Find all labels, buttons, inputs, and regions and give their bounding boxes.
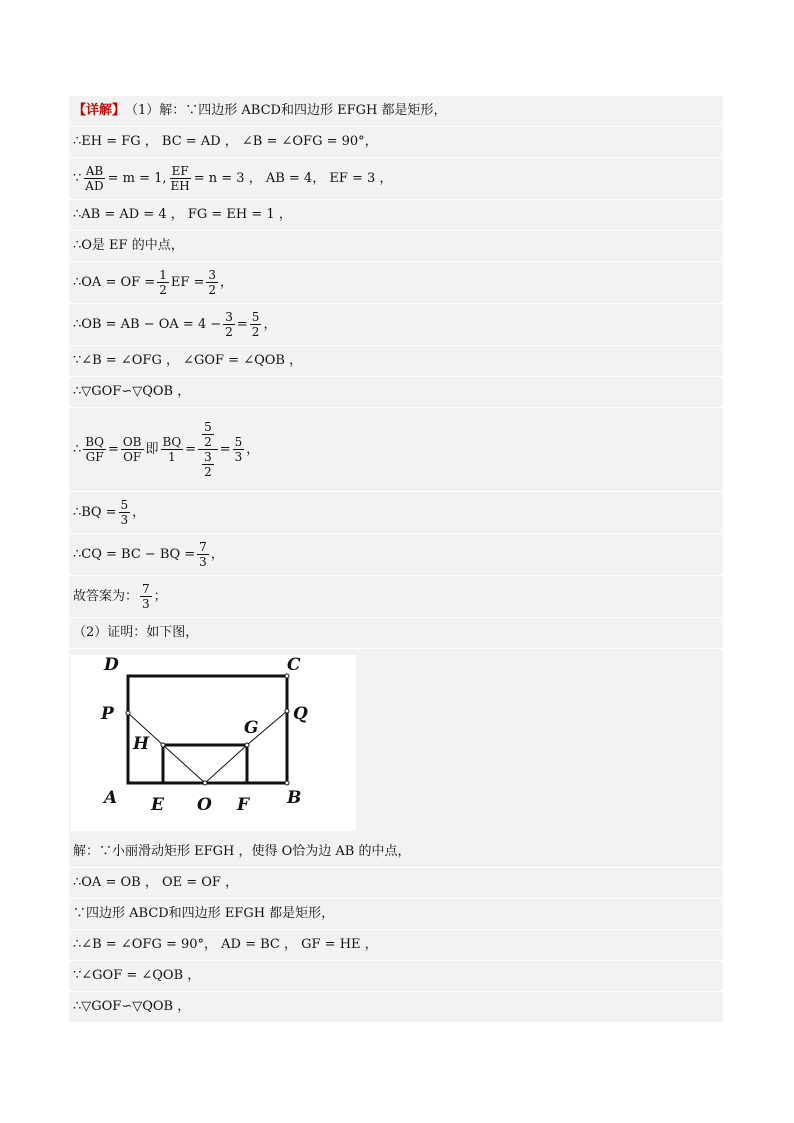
rect-efgh [163,745,247,783]
label-e: E [151,795,164,815]
fraction: $\frac{1}{2}$ [159,268,167,297]
label-h: H [133,734,150,754]
geometry-figure [71,655,356,831]
label-g: G [244,718,259,738]
line-9: ∴▽GOF∽▽QOB ， [69,377,723,408]
label-q: Q [293,704,308,724]
fraction: $\frac{EF}{EH}$ [170,164,190,193]
point-q [285,709,289,713]
line-1: 【详解】 （1）解：∵四边形 ABCD和四边形 EFGH 都是矩形， [69,96,723,127]
line-15: 解：∵小丽滑动矩形 EFGH ，使得 O恰为边 AB 的中点， [69,837,723,868]
point-o [203,781,207,785]
line-5: ∴O是 EF 的中点， [69,231,723,262]
fraction: $\frac{3}{2}$ [225,310,233,339]
line-7: ∴OB = AB − OA = 4 − $\frac{3}{2}$ = $\frac{5}{2}$ ， [69,304,723,346]
line-3: ∵ $\frac{AB}{AD}$ = m = 1, $\frac{EF}{EH}$ = n = 3 ， AB = 4， EF = 3 ， [69,158,723,200]
line-16: ∴OA = OB ， OE = OF ， [69,868,723,899]
label-o: O [197,795,212,815]
point-g [245,743,249,747]
line-19: ∵∠GOF = ∠QOB ， [69,961,723,992]
line-4: ∴AB = AD = 4 ， FG = EH = 1 ， [69,200,723,231]
point-h [161,743,165,747]
fraction: $\frac{BQ}{1}$ [162,435,182,464]
fraction: $\frac{5}{2}$ [251,310,260,339]
segment-ho [163,745,205,783]
line-10: ∴ $\frac{BQ}{GF}$ = $\frac{OB}{OF}$ 即 $\frac{BQ}{1}$ = $\frac{\frac{5}{2}}{\frac{3}{2}}$ = $\frac{5}{3}$ ， [69,408,723,492]
fraction: $\frac{7}{3}$ [142,582,150,611]
fraction: $\frac{5}{3}$ [234,435,243,464]
line-2: ∴EH = FG ， BC = AD ， ∠B = ∠OFG = 90°， [69,127,723,158]
line-11: ∴BQ = $\frac{5}{3}$ ， [69,492,723,534]
segment-og [205,745,247,783]
compound-fraction: $\frac{\frac{5}{2}}{\frac{3}{2}}$ [198,420,218,479]
line-6: ∴OA = OF = $\frac{1}{2}$ EF = $\frac{3}{2}$ ， [69,262,723,304]
label-f: F [237,795,250,815]
label-p: P [101,704,114,724]
line-17: ∵四边形 ABCD和四边形 EFGH 都是矩形， [69,899,723,930]
geometry-figure-panel [69,649,723,837]
line-20: ∴▽GOF∽▽QOB ， [69,992,723,1023]
line-8: ∵∠B = ∠OFG ， ∠GOF = ∠QOB ， [69,346,723,377]
rectangle-diagram [71,655,356,831]
solution-sheet [69,96,723,1023]
rect-abcd [128,676,287,783]
fraction: $\frac{AB}{AD}$ [85,164,104,193]
point-p [126,711,130,715]
label-b: B [287,788,302,808]
fraction: $\frac{OB}{OF}$ [122,435,142,464]
fraction: $\frac{7}{3}$ [199,540,207,569]
detail-tag: 【详解】 [73,103,126,118]
fraction: $\frac{3}{2}$ [208,268,217,297]
label-a: A [104,788,118,808]
point-b [285,781,289,785]
fraction: $\frac{BQ}{GF}$ [85,435,104,464]
line-12: ∴CQ = BC − BQ = $\frac{7}{3}$ ， [69,534,723,576]
fraction: $\frac{5}{3}$ [120,498,129,527]
label-d: D [104,655,119,675]
line-13: 故答案为： $\frac{7}{3}$ ； [69,576,723,618]
line-14: （2）证明：如下图， [69,618,723,649]
line-18: ∴∠B = ∠OFG = 90°， AD = BC ， GF = HE ， [69,930,723,961]
label-c: C [287,655,301,675]
